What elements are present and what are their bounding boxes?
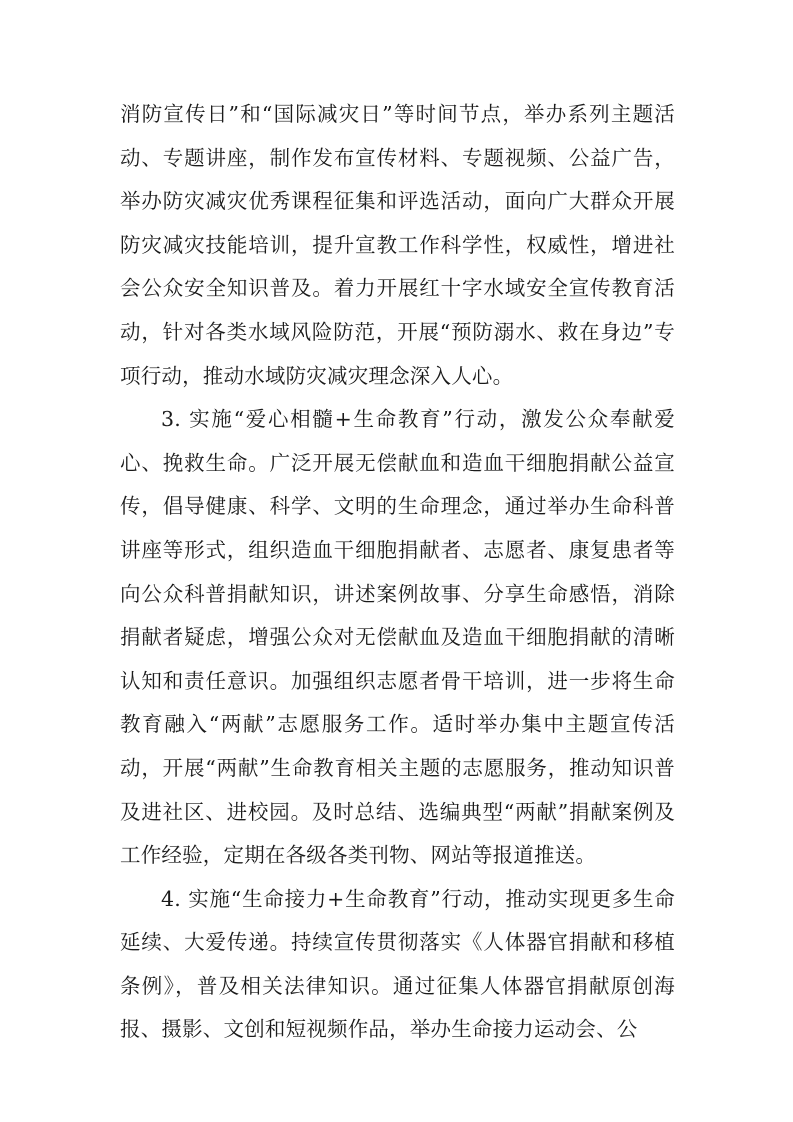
paragraph-item-3: 3. 实施“爱心相髓+生命教育”行动，激发公众奉献爱心、挽救生命。广泛开展无偿献血和造血干细胞捐献公益宣传，倡导健康、科学、文明的生命理念，通过举办生命科普讲座等形式，组织造血干细胞捐献者、志愿者、康复患者等向公众科普捐献知识，讲述案例故事、分享生命感悟，消除捐献者疑虑，增强公众对无偿献血及造血干细胞捐献的清晰认知和责任意识。加强组织志愿者骨干培训，进一步将生命教育融入“两献”志愿服务工作。适时举办集中主题宣传活动，开展“两献”生命教育相关主题的志愿服务，推动知识普及进社区、进校园。及时总结、选编典型“两献”捐献案例及工作经验，定期在各级各类刊物、网站等报道推送。: [120, 407, 675, 868]
document-body: [120, 93, 675, 1052]
paragraph-continuation: 消防宣传日”和“国际减灾日”等时间节点，举办系列主题活动、专题讲座，制作发布宣传材料、专题视频、公益广告，举办防灾减灾优秀课程征集和评选活动，面向广大群众开展防灾减灾技能培训，提升宣教工作科学性，权威性，增进社会公众安全知识普及。着力开展红十字水域安全宣传教育活动，针对各类水域风险防范，开展“预防溺水、救在身边”专项行动，推动水域防灾减灾理念深入人心。: [120, 102, 675, 388]
paragraph-item-4: 4. 实施“生命接力+生命教育”行动，推动实现更多生命延续、大爱传递。持续宣传贯彻落实《人体器官捐献和移植条例》，普及相关法律知识。通过征集人体器官捐献原创海报、摄影、文创和短视频作品，举办生命接力运动会、公: [120, 886, 675, 1042]
